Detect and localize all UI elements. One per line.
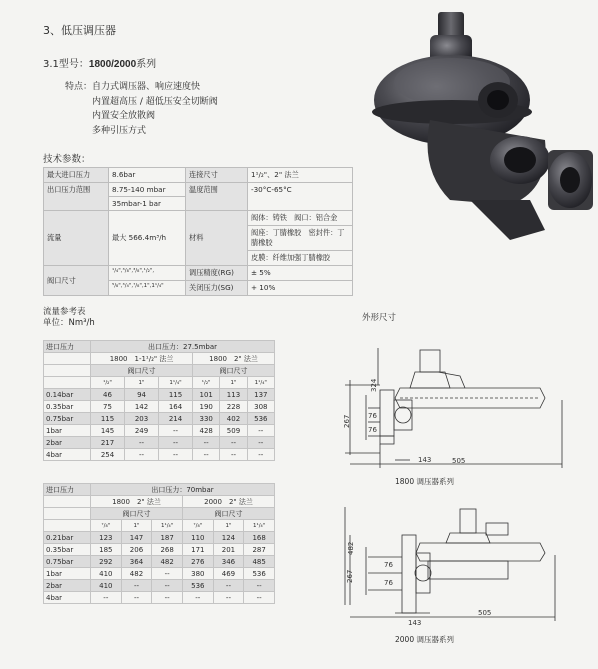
table-row: 出口压力范围 8.75-140 mbar 温度范围 -30°C-65°C	[44, 183, 353, 197]
dim-76-top: 76	[384, 561, 393, 569]
spec-table	[43, 167, 353, 296]
model-heading: 3.1型号：1800/2000系列	[43, 59, 157, 70]
table-row: 4bar -- -- -- -- -- --	[44, 592, 275, 604]
dim-505: 505	[478, 609, 492, 617]
flow-table-1: 进口压力 出口压力：27.5mbar 1800 1-1¹/₂" 法兰 1800 2" 法兰 阀口尺寸 阀口尺寸 ¹/₂" 1" 1¹/₄" ¹/₂" 1" 1¹/₄" 0.14bar 46 94 115 101 113 137 0.35bar 75 142 164 190 228 308 0.75bar 115 203 214 330 402 536 1bar 145 249 -- 428 509 -- 2bar 217 -- -- -- -- -- 4bar 254 -- -- -- -- --	[43, 340, 275, 461]
table-row: 最大进口压力 8.6bar 连接尺寸 1¹/₂"、2" 法兰	[44, 168, 353, 183]
drawing-2000	[340, 495, 590, 635]
dim-143: 143	[418, 456, 432, 464]
table-row: 0.14bar 46 94 115 101 113 137	[44, 389, 275, 401]
table-row: 35mbar-1 bar	[44, 197, 353, 211]
dim-143: 143	[408, 619, 422, 627]
table-row: 0.21bar 123 147 187 110 124 168	[44, 532, 275, 544]
features-label: 特点：	[65, 82, 93, 92]
dim-324: 324	[370, 378, 378, 392]
regulator-photo	[360, 0, 598, 250]
table-row: 0.35bar 75 142 164 190 228 308	[44, 401, 275, 413]
features-list	[65, 80, 218, 138]
table-row: 1bar 145 249 -- 428 509 --	[44, 425, 275, 437]
flow-table-2: 进口压力 出口压力：70mbar 1800 2" 法兰 2000 2" 法兰 阀口尺寸 阀口尺寸 ⁷/₈" 1" 1¹/₄" ⁷/₈" 1" 1¹/₄" 0.21bar 123 147 187 110 124 168 0.35bar 185 206 268 171 201 287 0.75bar 292 364 482 276 346 485 1bar 410 482 -- 380 469 536 2bar 410 -- -- 536 -- -- 4bar -- -- -- -- -- --	[43, 483, 275, 604]
dim-482: 482	[347, 541, 355, 555]
dim-505: 505	[452, 457, 466, 465]
dim-267: 267	[343, 414, 351, 428]
table-row: ⁵/₈",³/₄",⁷/₈",1",1¹/₄" 关闭压力(SG) + 10%	[44, 281, 353, 296]
flow-title: 流量参考表 单位：Nm³/h	[43, 307, 95, 328]
table-row: 阀口尺寸 ¹/₄",³/₈",³/₈",¹/₂", 调压精度(RG) ± 5%	[44, 266, 353, 281]
drawing-1800	[340, 340, 590, 490]
flow-unit: 单位：Nm³/h	[43, 318, 95, 328]
feature-item: 内置超高压 / 超低压安全切断阀	[92, 96, 218, 107]
section-title: 3、低压调压器	[43, 24, 116, 37]
dims-title: 外形尺寸	[362, 313, 397, 323]
dim-76-top: 76	[368, 412, 377, 420]
feature-item: 多种引压方式	[92, 125, 147, 136]
table-row: 流量 最大 566.4m³/h 材料 阀体：铸铁 阀口：铝合金	[44, 211, 353, 226]
table-row: 2bar 410 -- -- 536 -- --	[44, 580, 275, 592]
table-row: 4bar 254 -- -- -- -- --	[44, 449, 275, 461]
table-row: 2bar 217 -- -- -- -- --	[44, 437, 275, 449]
table-row: 0.75bar 115 203 214 330 402 536	[44, 413, 275, 425]
drawing-1800-caption: 1800 调压器系列	[395, 477, 454, 486]
drawing-2000-caption: 2000 调压器系列	[395, 635, 454, 644]
table-row: 1bar 410 482 -- 380 469 536	[44, 568, 275, 580]
dim-267: 267	[346, 569, 354, 583]
dim-76-bottom: 76	[384, 579, 393, 587]
table-row: 皮膜：纤维加强丁腈橡胶	[44, 251, 353, 266]
feature-item: 内置安全放散阀	[92, 111, 156, 121]
table-row: 阀座：丁腈橡胶 密封件：丁腈橡胶	[44, 226, 353, 251]
tech-title: 技术参数：	[43, 154, 91, 165]
dim-76-bottom: 76	[368, 426, 377, 434]
feature-item: 自力式调压器、响应速度快	[92, 82, 201, 92]
table-row: 0.75bar 292 364 482 276 346 485	[44, 556, 275, 568]
table-row: 0.35bar 185 206 268 171 201 287	[44, 544, 275, 556]
